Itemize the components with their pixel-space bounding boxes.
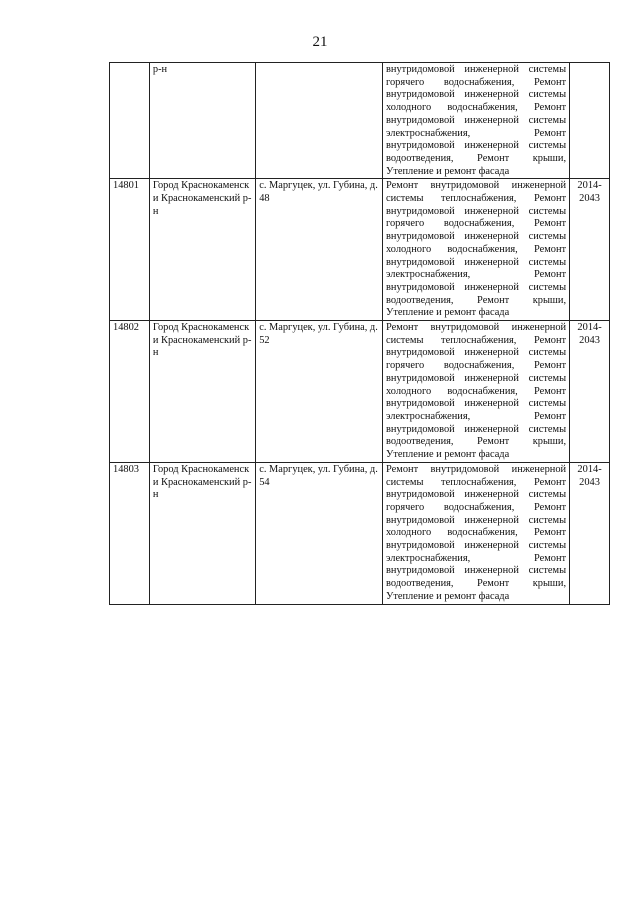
municipality-cell: р-н (149, 63, 255, 179)
municipality-cell: Город Краснокаменск и Краснокаменский р-н (149, 179, 255, 321)
works-text: Ремонт внутридомовой инженерной системы теплоснабжения, Ремонт внутридомовой инженерной системы горячего водоснабжения, Ремонт внутридомовой инженерной системы холодного водоснабжения, Ремонт внутридомовой инженерной системы электроснабжения, Ремонт внутридомовой инженерной системы водоотведения, Ремонт крыши, Утепление и ремонт фасада (385, 180, 567, 319)
row-id-cell: 14803 (110, 462, 150, 604)
works-text: Ремонт внутридомовой инженерной системы теплоснабжения, Ремонт внутридомовой инженерной системы горячего водоснабжения, Ремонт внутридомовой инженерной системы холодного водоснабжения, Ремонт внутридомовой инженерной системы электроснабжения, Ремонт внутридомовой инженерной системы водоотведения, Ремонт крыши, Утепление и ремонт фасада (385, 322, 567, 461)
row-id-cell (110, 63, 150, 179)
row-id-cell: 14802 (110, 321, 150, 463)
address-cell (256, 63, 383, 179)
table-row (110, 179, 610, 321)
table-row (110, 321, 610, 463)
works-text: внутридомовой инженерной системы горячего водоснабжения, Ремонт внутридомовой инженерной системы холодного водоснабжения, Ремонт внутридомовой инженерной системы электроснабжения, Ремонт внутридомовой инженерной системы водоотведения, Ремонт крыши, Утепление и ремонт фасада (385, 64, 567, 177)
address-cell: с. Маргуцек, ул. Губина, д. 48 (256, 179, 383, 321)
period-cell (570, 63, 610, 179)
municipality-cell: Город Краснокаменск и Краснокаменский р-н (149, 462, 255, 604)
works-cell (382, 321, 569, 463)
address-cell: с. Маргуцек, ул. Губина, д. 54 (256, 462, 383, 604)
table-row (110, 63, 610, 179)
address-cell: с. Маргуцек, ул. Губина, д. 52 (256, 321, 383, 463)
page-number: 21 (312, 34, 328, 50)
table-row (110, 462, 610, 604)
works-text: Ремонт внутридомовой инженерной системы теплоснабжения, Ремонт внутридомовой инженерной системы горячего водоснабжения, Ремонт внутридомовой инженерной системы холодного водоснабжения, Ремонт внутридомовой инженерной системы электроснабжения, Ремонт внутридомовой инженерной системы водоотведения, Ремонт крыши, Утепление и ремонт фасада (385, 463, 567, 602)
works-cell (382, 179, 569, 321)
municipality-cell: Город Краснокаменск и Краснокаменский р-н (149, 321, 255, 463)
row-id-cell: 14801 (110, 179, 150, 321)
period-cell: 2014-2043 (570, 321, 610, 463)
works-cell (382, 462, 569, 604)
period-cell: 2014-2043 (570, 179, 610, 321)
period-cell: 2014-2043 (570, 462, 610, 604)
works-cell (382, 63, 569, 179)
register-table (109, 62, 610, 605)
